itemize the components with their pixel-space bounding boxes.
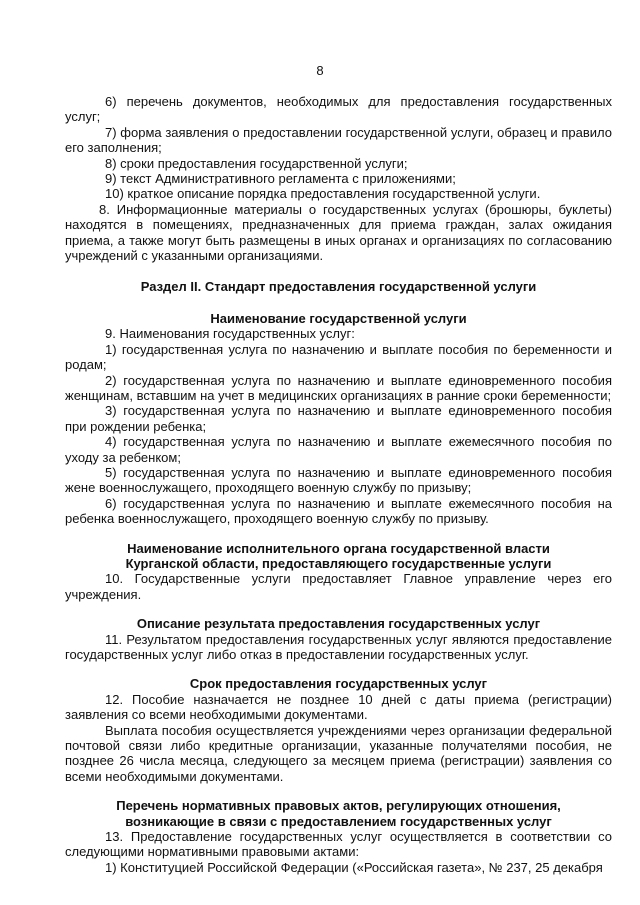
- paragraph-11: 11. Результатом предоставления государственных услуг являются предоставление государственных услуг либо отказ в предоставлении государственных услуг.: [65, 631, 612, 662]
- heading-executive-body-line2: Курганской области, предоставляющего государственные услуги: [125, 555, 552, 571]
- list-item: 8) сроки предоставления государственной услуги;: [105, 155, 408, 171]
- heading-service-name: Наименование государственной услуги: [210, 310, 467, 326]
- heading-legal-acts-line2: возникающие в связи с предоставлением государственных услуг: [125, 813, 552, 829]
- section-title: Раздел II. Стандарт предоставления государственной услуги: [140, 279, 537, 295]
- list-item: 5) государственная услуга по назначению и выплате единовременного пособия жене военнослужащего, проходящего военную службу по призыву;: [65, 464, 612, 496]
- list-item: 6) перечень документов, необходимых для предоставления государственных услуг;: [65, 94, 612, 125]
- document-body: [65, 94, 612, 875]
- list-item: 1) Конституцией Российской Федерации («Российская газета», № 237, 25 декабря: [105, 859, 603, 875]
- list-item: 2) государственная услуга по назначению и выплате единовременного пособия женщинам, вставшим на учет в медицинских организациях в ранние сроки беременности;: [65, 372, 612, 403]
- paragraph-13: 13. Предоставление государственных услуг осуществляется в соответствии со следующими нормативными правовыми актами:: [65, 829, 612, 860]
- list-item: 4) государственная услуга по назначению и выплате ежемесячного пособия по уходу за ребенком;: [65, 434, 612, 465]
- heading-legal-acts: Перечень нормативных правовых актов, регулирующих отношения,: [116, 798, 561, 814]
- list-item: 3) государственная услуга по назначению и выплате единовременного пособия при рождении ребенка;: [65, 403, 612, 434]
- list-item: 6) государственная услуга по назначению и выплате ежемесячного пособия на ребенка военнослужащего, проходящего военную службу по призыву.: [65, 495, 612, 527]
- list-item: 1) государственная услуга по назначению и выплате пособия по беременности и родам;: [65, 341, 612, 373]
- list-item: 7) форма заявления о предоставлении государственной услуги, образец и правило его заполнения;: [65, 124, 612, 156]
- paragraph-12b: Выплата пособия осуществляется учреждениями через организации федеральной почтовой связи либо кредитные организации, указанные получателями пособия, не позднее 26 числа месяца, следующего за месяцем приема (регистрации) заявления со всеми необходимыми документами.: [65, 722, 612, 784]
- paragraph-12: 12. Пособие назначается не позднее 10 дней с даты приема (регистрации) заявления со всеми необходимыми документами.: [65, 691, 612, 723]
- page-number: 8: [316, 63, 324, 78]
- paragraph-9: 9. Наименования государственных услуг:: [105, 326, 355, 342]
- heading-executive-body: Наименование исполнительного органа государственной власти: [127, 540, 550, 556]
- list-item: 9) текст Административного регламента с приложениями;: [105, 171, 456, 187]
- list-item: 10) краткое описание порядка предоставления государственной услуги.: [105, 186, 541, 202]
- heading-term: Срок предоставления государственных услуг: [189, 676, 488, 692]
- heading-result: Описание результата предоставления государственных услуг: [136, 616, 541, 632]
- paragraph-8: 8. Информационные материалы о государственных услугах (брошюры, буклеты) находятся в помещениях, предназначенных для приема граждан, залах ожидания приема, а также могут быть размещены в иных органах и организациях по согласованию учреждений с указанными организациями.: [65, 201, 612, 264]
- paragraph-10: 10. Государственные услуги предоставляет Главное управление через его учреждения.: [65, 571, 612, 602]
